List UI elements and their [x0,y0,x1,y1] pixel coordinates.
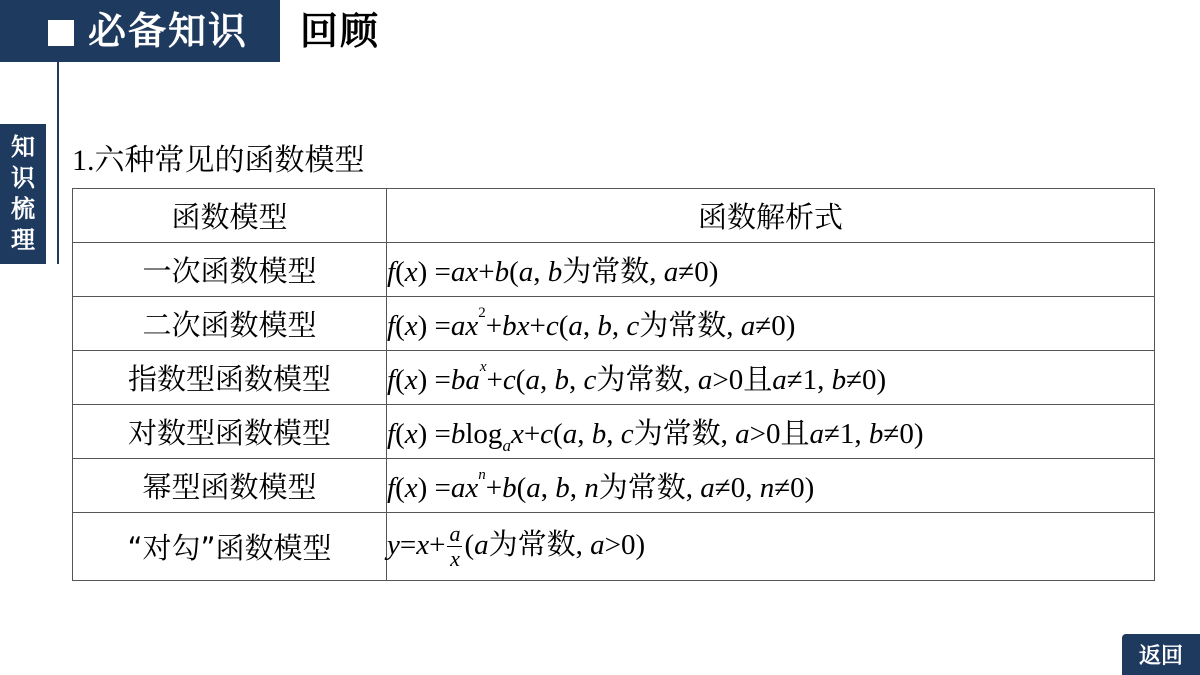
section-title-text: 六种常见的函数模型 [94,143,365,178]
model-name: 一次函数模型 [73,243,387,297]
side-line [57,62,59,264]
table-row [73,297,1155,351]
header-cell-model: 函数模型 [73,189,387,243]
model-formula: y=x+ $\frac{a}{x}$ (a为常数, a>0) [387,513,1155,581]
table-row [73,459,1155,513]
header-separator [280,0,294,62]
table-row [73,351,1155,405]
header-title: 必备知识 [88,9,249,53]
function-model-table [72,188,1155,581]
header-cell-formula: 函数解析式 [387,189,1155,243]
model-name: 指数型函数模型 [73,351,387,405]
model-formula: $f(x) =ax^2+bx+c(a$, b, c为常数, a≠0) [387,297,1155,351]
table-row [73,243,1155,297]
model-formula: $f(x) =ba^x+c(a$, b, c为常数, a>0且a≠1, b≠0) [387,351,1155,405]
square-icon [48,20,74,46]
fraction-a-over-x: $\frac{a}{x}$ [449,521,461,572]
model-name: “对勾”函数模型 [73,513,387,581]
model-name: 对数型函数模型 [73,405,387,459]
model-formula: $f(x) =ax^n+b(a$, b, n为常数, a≠0, n≠0) [387,459,1155,513]
side-tab-knowledge[interactable] [0,124,46,264]
side-tab-char: 理 [11,226,35,254]
model-formula: f(x) =ax+b(a, b为常数, a≠0) [387,243,1155,297]
side-tab-char: 知 [11,133,35,161]
model-formula: f(x) =blog$_a$x+c(a, b, c为常数, a>0且a≠1, b≠0) [387,405,1155,459]
header-subtitle: 回顾 [300,9,381,53]
model-name: 幂型函数模型 [73,459,387,513]
table-row [73,405,1155,459]
table-header-row [73,189,1155,243]
side-tab-char: 梳 [11,195,35,223]
side-tab-char: 识 [11,164,35,192]
model-name: 二次函数模型 [73,297,387,351]
back-button[interactable]: 返回 [1122,634,1200,675]
section-title [72,142,365,180]
section-number: 1. [72,144,95,177]
table-row [73,513,1155,581]
